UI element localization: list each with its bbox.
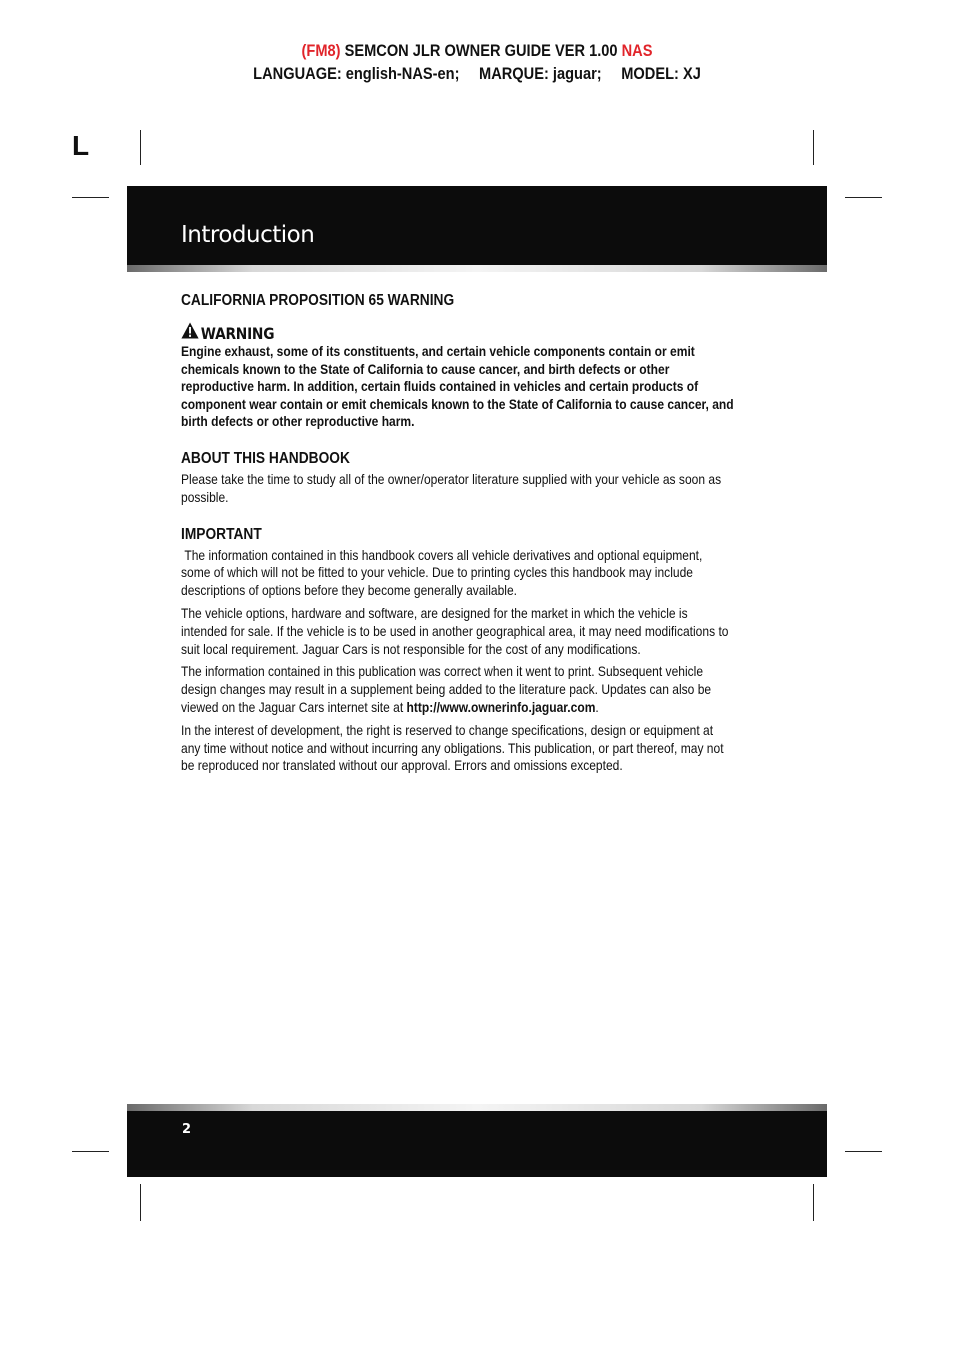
warning-header bbox=[181, 323, 734, 343]
header-guide-title: SEMCON JLR OWNER GUIDE VER 1.00 bbox=[344, 41, 618, 60]
crop-mark bbox=[813, 1184, 814, 1221]
page-content bbox=[181, 291, 734, 775]
paragraph-text: . bbox=[595, 698, 599, 715]
section-heading-important: IMPORTANT bbox=[181, 525, 262, 543]
ownerinfo-link[interactable]: http://www.ownerinfo.jaguar.com bbox=[406, 698, 596, 715]
section-heading-about: ABOUT THIS HANDBOOK bbox=[181, 449, 350, 467]
chapter-title: Introduction bbox=[181, 222, 315, 248]
important-paragraph-2: The vehicle options, hardware and software, are designed for the market in which the vehicle is intended for sale. If the vehicle is to be used in another geographical area, it may need modifications to suit local requirement. Jaguar Cars is not responsible for the cost of any modifications. bbox=[181, 604, 729, 657]
important-paragraph-3 bbox=[181, 663, 734, 716]
page-number: 2 bbox=[182, 1122, 192, 1137]
crop-mark bbox=[845, 1151, 882, 1152]
about-text: Please take the time to study all of the owner/operator literature supplied with your vehicle as soon as possible. bbox=[181, 470, 722, 505]
crop-mark bbox=[72, 197, 109, 198]
warning-triangle-icon bbox=[181, 322, 199, 344]
chapter-title-band bbox=[127, 186, 827, 272]
crop-mark bbox=[140, 1184, 141, 1221]
header-language: LANGUAGE: english-NAS-en; bbox=[253, 64, 460, 83]
paragraph-text: The information contained in this publication was correct when it went to print. Subsequent vehicle design changes may result in a supplement being added to the literature pack. Updates can also be viewed on the Jaguar Cars internet site at bbox=[181, 663, 712, 715]
crop-mark bbox=[140, 130, 141, 165]
section-heading-prop65: CALIFORNIA PROPOSITION 65 WARNING bbox=[181, 292, 455, 309]
header-market-code: NAS bbox=[621, 41, 653, 60]
left-page-marker: L bbox=[72, 130, 90, 161]
content-body bbox=[181, 291, 734, 775]
crop-mark bbox=[72, 1151, 109, 1152]
crop-mark bbox=[813, 130, 814, 165]
print-header-line-1 bbox=[67, 41, 887, 61]
footer-band bbox=[127, 1104, 827, 1177]
header-model: MODEL: XJ bbox=[621, 64, 701, 83]
important-paragraph-4: In the interest of development, the right is reserved to change specifications, design or equipment at any time without notice and without incurring any obligations. This publication, or part thereof, may not be reproduced nor translated without our approval. Errors and omissions excepted. bbox=[181, 721, 724, 774]
warning-text: Engine exhaust, some of its constituents, and certain vehicle components contain or emit chemicals known to the State of California to cause cancer, and birth defects or other reproductive harm. In addition, certain fluids contained in vehicles and certain products of component wear contain or emit chemicals known to the State of California to cause cancer, and birth defects or other reproductive harm. bbox=[181, 343, 734, 430]
header-marque: MARQUE: jaguar; bbox=[479, 64, 602, 83]
warning-label: WARNING bbox=[200, 323, 275, 343]
important-paragraph-1: The information contained in this handbook covers all vehicle derivatives and optional equipment, some of which will not be fitted to your vehicle. Due to printing cycles this handbook may include descriptions of options before they become generally available. bbox=[181, 546, 706, 599]
print-header-line-2 bbox=[67, 64, 887, 84]
crop-mark bbox=[845, 197, 882, 198]
header-fm-code: (FM8) bbox=[301, 41, 341, 60]
